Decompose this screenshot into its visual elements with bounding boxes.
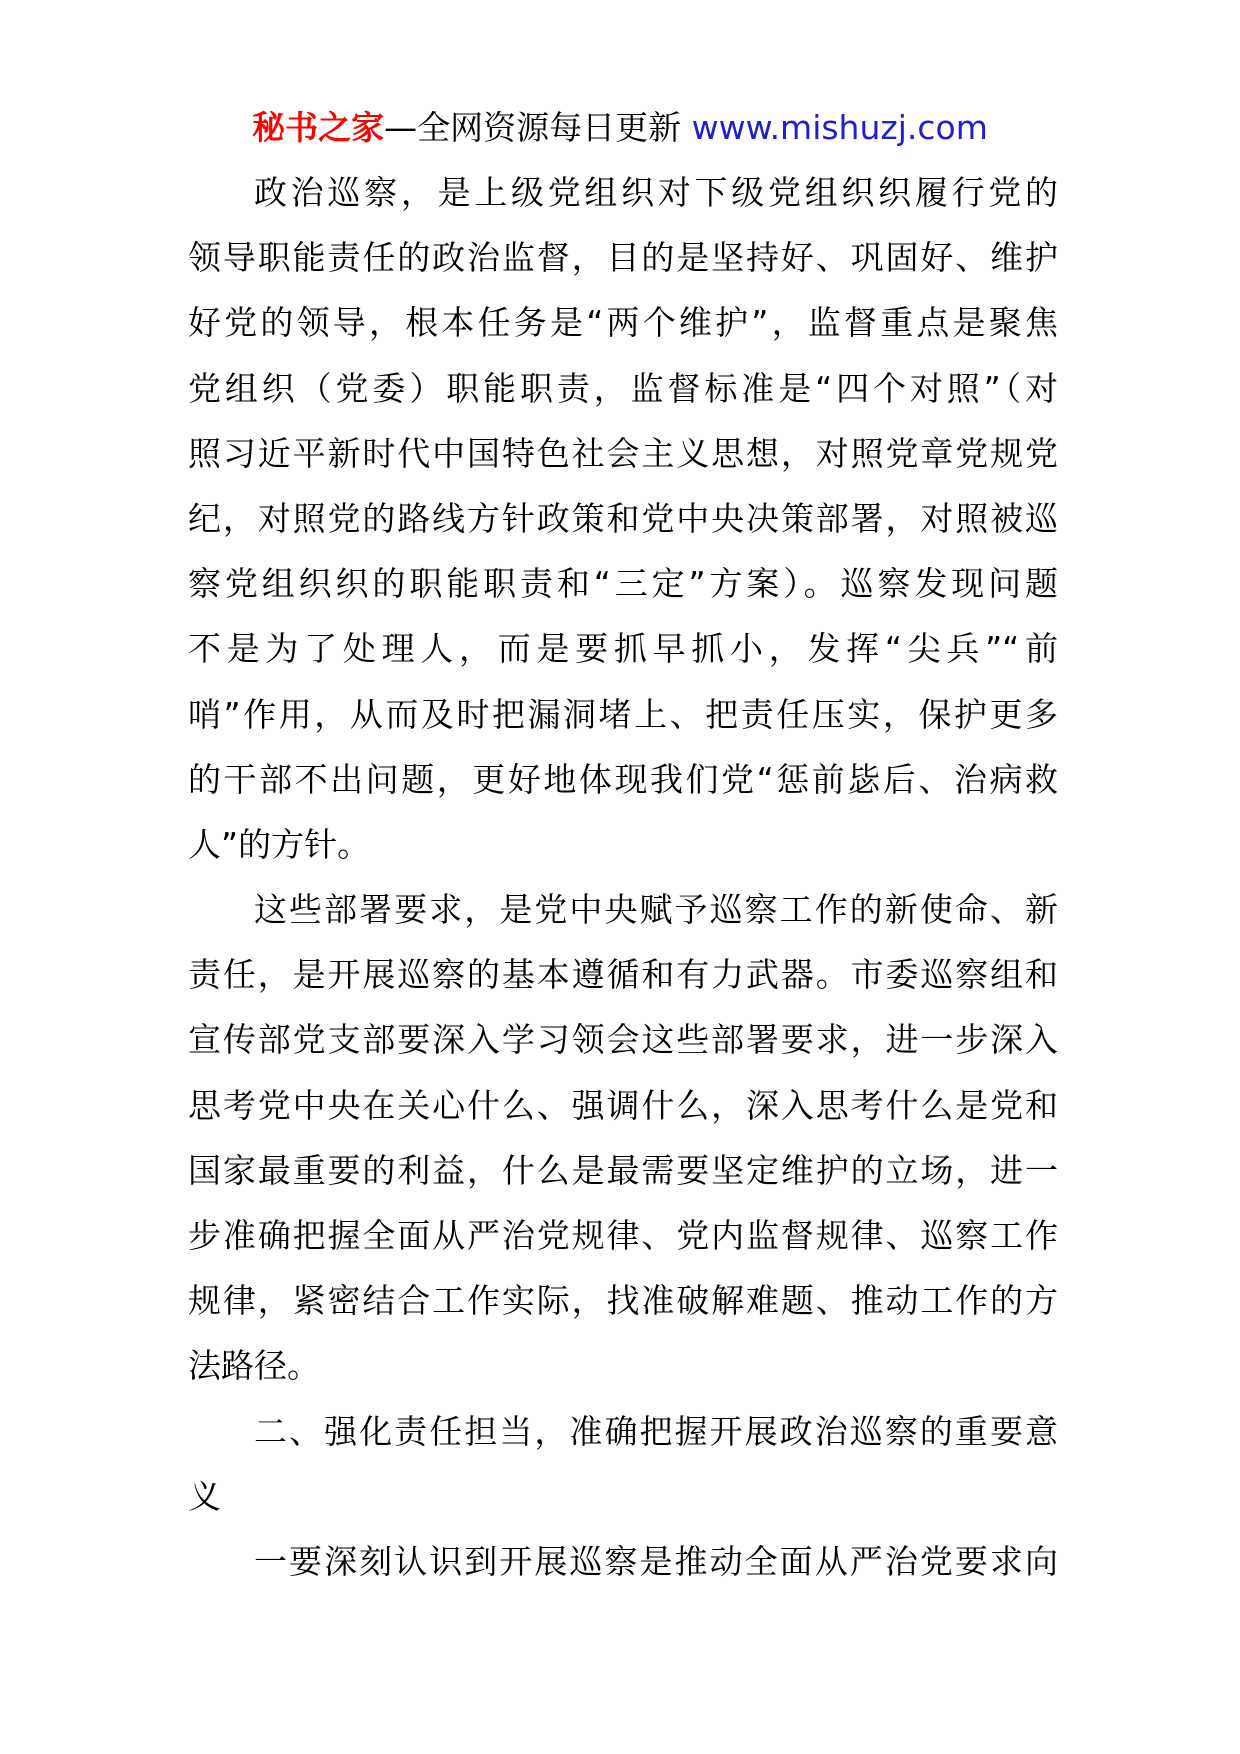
section-heading-line-2: 义: [188, 1476, 221, 1516]
site-url-link[interactable]: www.mishuzj.com: [691, 108, 988, 147]
paragraph-2-line-5: 国家最重要的利益，什么是最需要坚定维护的立场，进一: [188, 1150, 1058, 1190]
paragraph-1-line-9: 哨”作用，从而及时把漏洞堵上、把责任压实，保护更多: [188, 694, 1058, 734]
paragraph-2-line-8: 法路径。: [188, 1346, 320, 1386]
paragraph-1-line-10: 的干部不出问题，更好地体现我们党“惩前毖后、治病救: [188, 759, 1058, 799]
paragraph-2-line-2: 责任，是开展巡察的基本遵循和有力武器。市委巡察组和: [188, 955, 1058, 995]
site-tagline: —全网资源每日更新: [384, 108, 682, 147]
paragraph-1-line-4: 党组织（党委）职能职责，监督标准是“四个对照”（对: [188, 368, 1058, 408]
paragraph-1-line-2: 领导职能责任的政治监督，目的是坚持好、巩固好、维护: [188, 238, 1058, 278]
paragraph-2-line-6: 步准确把握全面从严治党规律、党内监督规律、巡察工作: [188, 1216, 1058, 1255]
paragraph-2-line-3: 宣传部党支部要深入学习领会这些部署要求，进一步深入: [188, 1020, 1058, 1060]
paragraph-2-line-7: 规律，紧密结合工作实际，找准破解难题、推动工作的方: [188, 1281, 1058, 1321]
paragraph-1-line-5: 照习近平新时代中国特色社会主义思想，对照党章党规党: [188, 433, 1058, 473]
paragraph-2-line-1: 这些部署要求，是党中央赋予巡察工作的新使命、新: [254, 890, 1058, 930]
paragraph-2-line-4: 思考党中央在关心什么、强调什么，深入思考什么是党和: [188, 1085, 1058, 1125]
paragraph-1-line-11: 人”的方针。: [188, 824, 371, 864]
section-heading-line-1: 二、强化责任担当，准确把握开展政治巡察的重要意: [254, 1411, 1058, 1451]
paragraph-1-line-6: 纪，对照党的路线方针政策和党中央决策部署，对照被巡: [188, 498, 1058, 538]
paragraph-4-line-1: 一要深刻认识到开展巡察是推动全面从严治党要求向: [254, 1541, 1058, 1581]
paragraph-1-line-8: 不是为了处理人，而是要抓早抓小，发挥“尖兵”“前: [188, 629, 1058, 669]
site-header: [0, 100, 1240, 156]
paragraph-1-line-3: 好党的领导，根本任务是“两个维护”，监督重点是聚焦: [188, 303, 1058, 343]
paragraph-1-line-7: 察党组织织的职能职责和“三定”方案）。巡察发现问题: [188, 564, 1058, 604]
paragraph-1-line-1: 政治巡察，是上级党组织对下级党组织织履行党的: [254, 173, 1058, 212]
site-brand: 秘书之家: [252, 108, 385, 147]
document-body: [188, 160, 1058, 1594]
